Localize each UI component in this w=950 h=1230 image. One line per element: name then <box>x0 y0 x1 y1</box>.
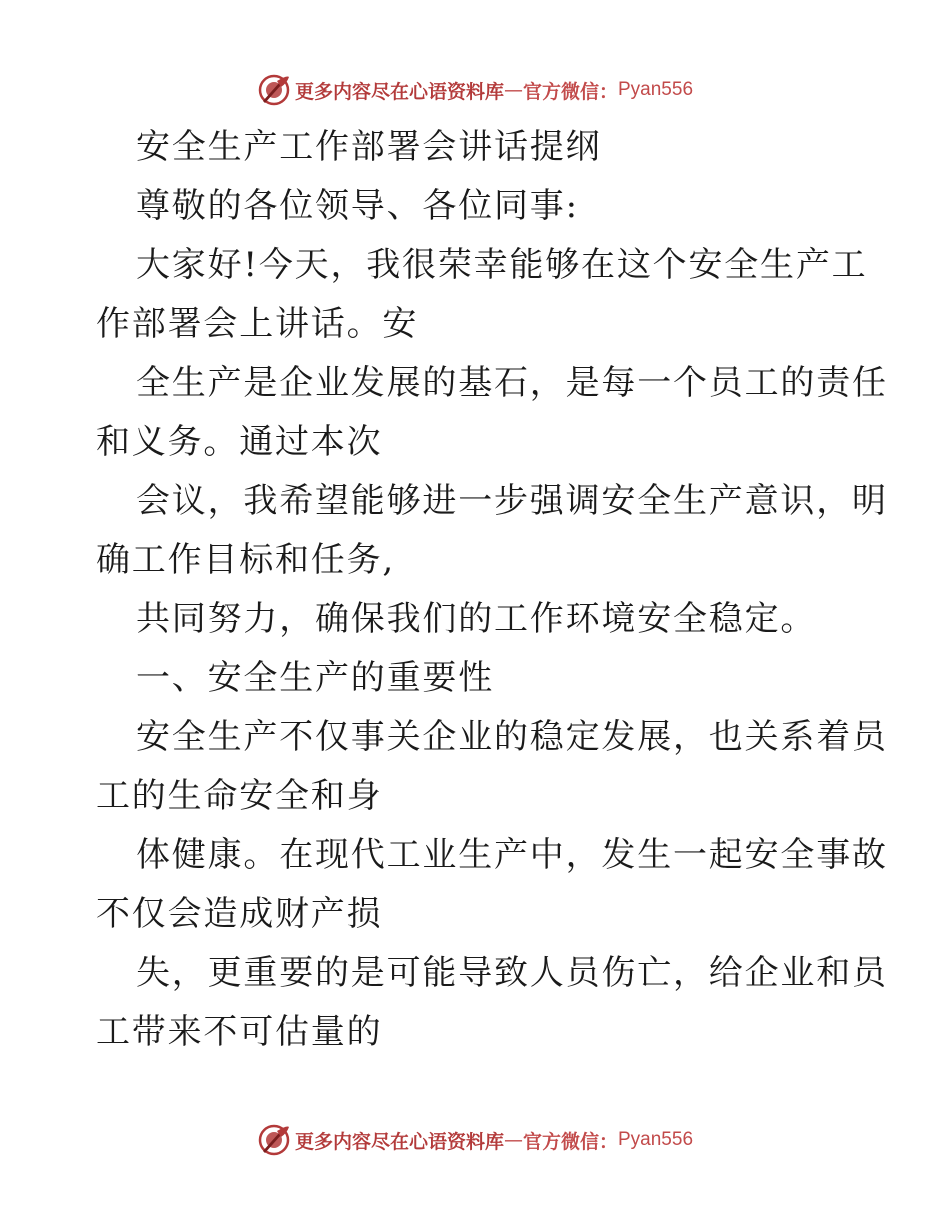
paragraph-line: 共同努力，确保我们的工作环境安全稳定。 <box>136 599 817 639</box>
separator-dash: — <box>503 1129 523 1151</box>
paragraph-line: 确工作目标和任务, <box>96 540 396 580</box>
paragraph-line: 体健康。在现代工业生产中，发生一起安全事故 <box>136 835 888 875</box>
separator-dash: — <box>503 79 523 101</box>
paragraph-line: 不仅会造成财产损 <box>96 894 383 934</box>
quill-logo-icon <box>257 73 291 107</box>
paragraph-line: 作部署会上讲话。安 <box>96 304 419 344</box>
quill-logo-icon <box>257 1123 291 1157</box>
official-wechat-label: 官方微信： <box>522 80 618 103</box>
site-name: 更多内容尽在心语资料库 <box>294 80 504 103</box>
paragraph-line: 工的生命安全和身 <box>96 776 383 816</box>
paragraph-line: 安全生产不仅事关企业的稳定发展，也关系着员 <box>136 717 888 757</box>
section-heading: 一、安全生产的重要性 <box>136 658 494 698</box>
header-watermark <box>0 70 950 110</box>
paragraph-line: 和义务。通过本次 <box>96 422 383 462</box>
official-wechat-label: 官方微信： <box>522 1130 618 1153</box>
salutation: 尊敬的各位领导、各位同事: <box>136 186 579 226</box>
site-name: 更多内容尽在心语资料库 <box>294 1130 504 1153</box>
document-title: 安全生产工作部署会讲话提纲 <box>136 127 602 167</box>
paragraph-line: 全生产是企业发展的基石，是每一个员工的责任 <box>136 363 888 403</box>
wechat-id: Pyan556 <box>618 1129 694 1150</box>
footer-watermark <box>0 1120 950 1160</box>
paragraph-line: 工带来不可估量的 <box>96 1012 383 1052</box>
paragraph-line: 大家好!今天，我很荣幸能够在这个安全生产工 <box>136 245 868 285</box>
document-body <box>96 118 888 1062</box>
paragraph-line: 失，更重要的是可能导致人员伤亡，给企业和员 <box>136 953 888 993</box>
paragraph-line: 会议，我希望能够进一步强调安全生产意识，明 <box>136 481 888 521</box>
wechat-id: Pyan556 <box>618 79 694 100</box>
